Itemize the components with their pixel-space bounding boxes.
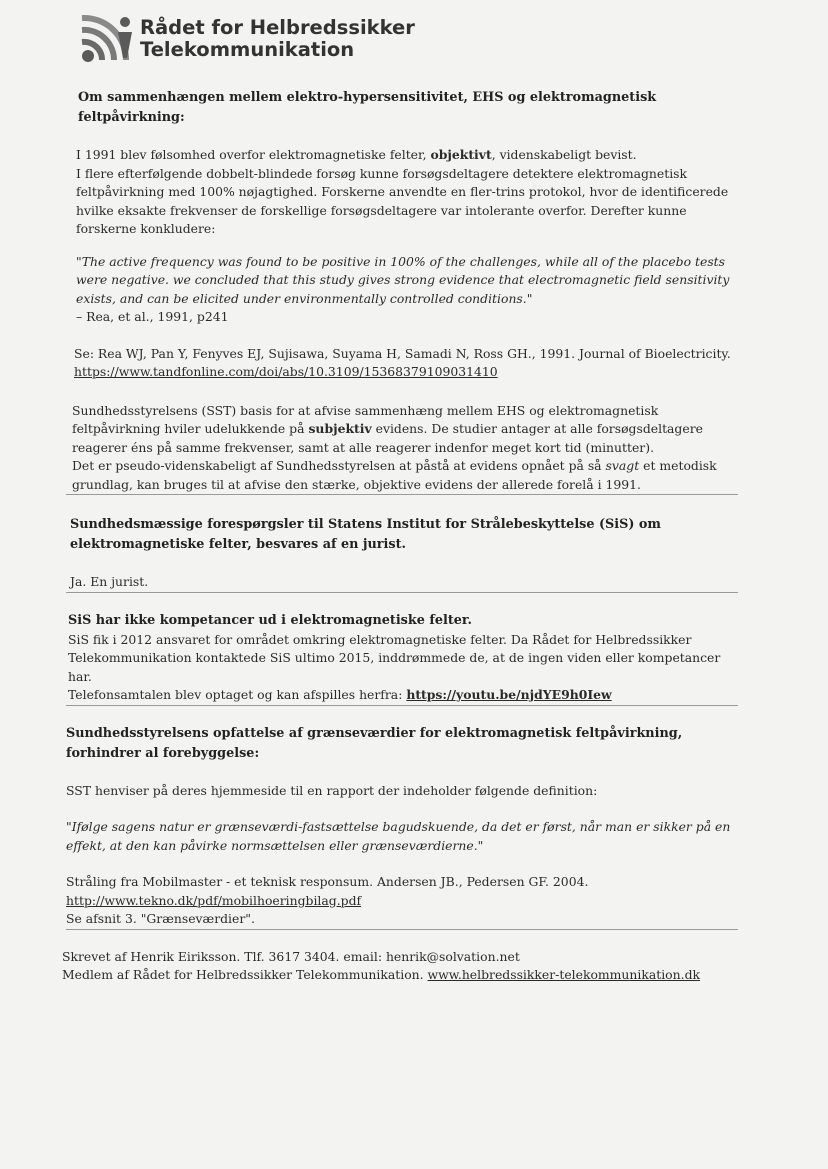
section1-sst-paragraph xyxy=(72,402,738,495)
youtube-link[interactable]: https://youtu.be/njdYE9h0Iew xyxy=(406,687,612,702)
p1-text: I 1991 blev følsomhed overfor elektromagnetiske felter, xyxy=(76,147,431,162)
org-name-line1: Rådet for Helbredssikker xyxy=(140,16,415,39)
section1-reference-link-row xyxy=(74,363,738,382)
footer-membership xyxy=(62,966,738,985)
section4-link-row xyxy=(66,892,738,911)
section3-call-row xyxy=(68,686,738,705)
pseudo-text: Det er pseudo-videnskabeligt af Sundhedsstyrelsen at påstå at evidens opnået på så xyxy=(72,458,606,473)
footer-author: Skrevet af Henrik Eiriksson. Tlf. 3617 3404. email: henrik@solvation.net xyxy=(62,948,520,964)
section1-reference: Se: Rea WJ, Pan Y, Fenyves EJ, Sujisawa, Suyama H, Samadi N, Ross GH., 1991. Journal of Bioelectricity. xyxy=(74,345,731,361)
p1-rest: I flere efterfølgende dobbelt-blindede forsøg kunne forsøgsdeltagere detektere elektromagnetisk feltpåvirkning med 100% nøjagtighed. Forskerne anvendte en fler-trins protokol, hvor de identificerede hvilke eksakte frekvenser de forskellige forsøgsdeltagere var intolerante overfor. Derefter kunne forskerne konkludere: xyxy=(76,165,729,236)
call-text: Telefonsamtalen blev optaget og kan afspilles herfra: xyxy=(68,687,407,702)
tandfonline-link[interactable]: https://www.tandfonline.com/doi/abs/10.3109/15368379109031410 xyxy=(74,364,498,379)
tekno-link[interactable]: http://www.tekno.dk/pdf/mobilhoeringbilag.pdf xyxy=(66,892,362,908)
letterhead xyxy=(78,14,415,64)
section4-heading: Sundhedsstyrelsens opfattelse af grænseværdier for elektromagnetisk feltpåvirkning, forhindrer al forebyggelse: xyxy=(66,725,683,761)
website-link[interactable]: www.helbredssikker-telekommunikation.dk xyxy=(427,967,701,982)
section4-section-note: Se afsnit 3. "Grænseværdier". xyxy=(66,911,255,926)
wifi-signal-icon xyxy=(78,14,134,64)
section1-quote: "The active frequency was found to be positive in 100% of the challenges, while all of the placebo tests were negative. we concluded that this study gives strong evidence that electromagnetic field sensitivity exists, and can be elicited under environmentally controlled conditions." xyxy=(76,253,730,306)
pseudo-after: et metodisk grundlag, kan bruges til at afvise den stærke, objektive evidens der allerede forelå i 1991. xyxy=(72,458,717,492)
p1-bold: objektivt xyxy=(430,147,492,162)
section2-heading: Sundhedsmæssige forespørgsler til Statens Institut for Strålebeskyttelse (SiS) om elektromagnetiske felter, besvares af en jurist. xyxy=(70,517,661,552)
section4-quote: "Ifølge sagens natur er grænseværdi-fastsættelse bagudskuende, da det er først, når man er sikker på en effekt, at den kan påvirke normsættelsen eller grænseværdierne." xyxy=(66,819,731,853)
p1-after: , videnskabeligt bevist. xyxy=(491,147,637,162)
section1-heading: Om sammenhængen mellem elektro-hypersensitivitet, EHS og elektromagnetisk feltpåvirkning: xyxy=(78,90,657,125)
divider xyxy=(66,929,738,930)
divider xyxy=(66,494,738,495)
document-body xyxy=(62,88,738,985)
organization-name xyxy=(140,17,415,61)
member-text: Medlem af Rådet for Helbredssikker Telekommunikation. xyxy=(62,967,428,982)
sst-text: Sundhedsstyrelsens (SST) basis for at afvise sammenhæng mellem EHS og elektromagnetisk feltpåvirkning hviler udelukkende på xyxy=(72,402,659,436)
section3-text: SiS fik i 2012 ansvaret for området omkring elektromagnetiske felter. Da Rådet for Helbredssikker Telekommunikation kontaktede SiS ultimo 2015, inddrømmede de, at de ingen viden eller kompetancer har. xyxy=(68,631,721,684)
pseudo-italic: svagt xyxy=(605,458,640,473)
section3-heading: SiS har ikke kompetancer ud i elektromagnetiske felter. xyxy=(68,612,472,628)
sst-after: evidens. De studier antager at alle forsøgsdeltagere reagerer éns på samme frekvenser, samt at alle reagerer indenfor meget kort tid (minutter). xyxy=(72,421,703,455)
section1-paragraph1 xyxy=(76,146,738,239)
divider xyxy=(66,592,738,593)
section4-reference: Stråling fra Mobilmaster - et teknisk responsum. Andersen JB., Pedersen GF. 2004. xyxy=(66,874,589,889)
sst-bold: subjektiv xyxy=(308,421,372,436)
org-name-line2: Telekommunikation xyxy=(140,38,355,61)
section2-text: Ja. En jurist. xyxy=(70,574,149,589)
divider xyxy=(66,705,738,706)
section1-quote-source: – Rea, et al., 1991, p241 xyxy=(76,309,229,324)
section4-intro: SST henviser på deres hjemmeside til en rapport der indeholder følgende definition: xyxy=(66,782,598,798)
